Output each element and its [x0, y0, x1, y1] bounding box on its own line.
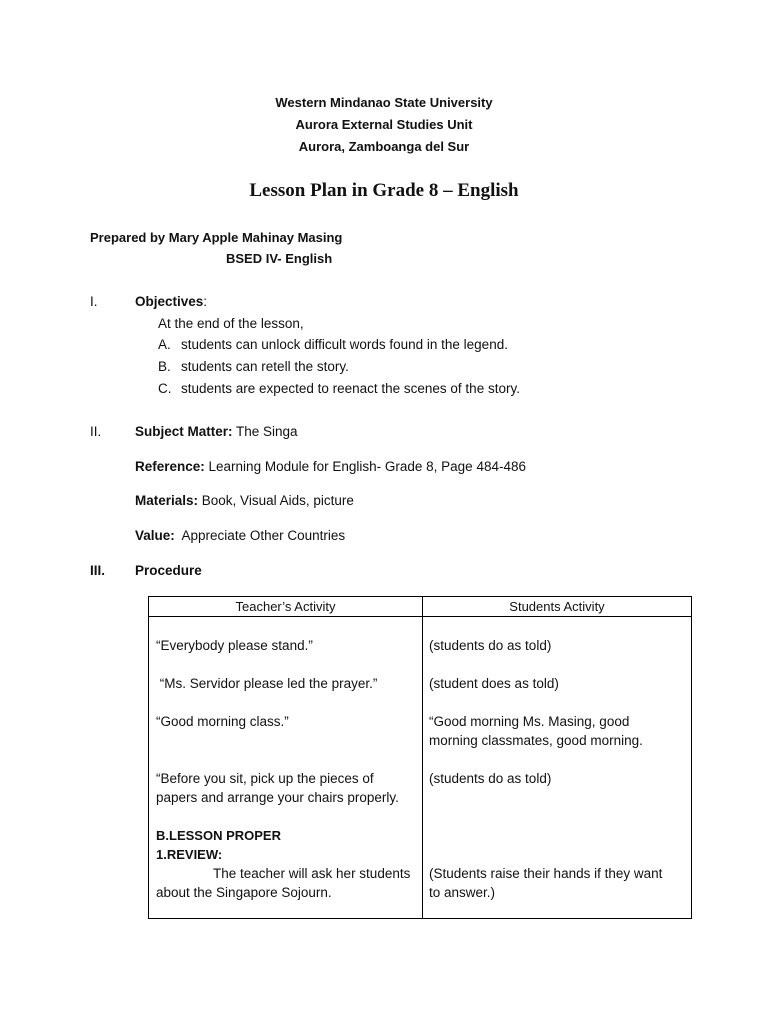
- teacher-activity-cell: [149, 617, 423, 919]
- procedure-table: [148, 596, 692, 919]
- teacher-line: about the Singapore Sojourn.: [156, 885, 332, 900]
- student-line: “Good morning Ms. Masing, good: [429, 714, 630, 729]
- teacher-line: “Before you sit, pick up the pieces of: [156, 771, 374, 786]
- objectives-intro: At the end of the lesson,: [158, 316, 304, 331]
- teacher-activity-header: Teacher’s Activity: [149, 597, 423, 617]
- student-line: morning classmates, good morning.: [429, 733, 643, 748]
- review-heading: 1.REVIEW:: [156, 847, 223, 862]
- objective-text: students can unlock difficult words found in the legend.: [181, 337, 508, 352]
- table-header-row: [149, 597, 692, 617]
- objective-letter: C.: [158, 381, 172, 396]
- objective-letter: A.: [158, 337, 171, 352]
- value-value: Appreciate Other Countries: [174, 528, 346, 543]
- procedure-heading: Procedure: [135, 563, 202, 578]
- reference-label: Reference:: [135, 459, 205, 474]
- reference: [135, 459, 526, 474]
- students-activity-cell: [423, 617, 692, 919]
- subject-numeral: II.: [90, 424, 102, 439]
- table-row: [149, 617, 692, 919]
- value-label: Value:: [135, 528, 175, 543]
- teacher-line: The teacher will ask her students: [213, 866, 411, 881]
- objective-letter: B.: [158, 359, 171, 374]
- teacher-line: “Good morning class.”: [156, 714, 289, 729]
- student-line: (students do as told): [429, 638, 552, 653]
- subject-matter-value: The Singa: [232, 424, 298, 439]
- objective-text: students are expected to reenact the scenes of the story.: [181, 381, 520, 396]
- unit-location: Aurora, Zamboanga del Sur: [298, 139, 470, 154]
- objective-text: students can retell the story.: [181, 359, 349, 374]
- teacher-line: “Everybody please stand.”: [156, 638, 313, 653]
- objectives-heading: [135, 294, 207, 309]
- page-title: Lesson Plan in Grade 8 – English: [249, 180, 519, 201]
- value: [135, 528, 345, 543]
- teacher-line: papers and arrange your chairs properly.: [156, 790, 399, 805]
- student-line: (student does as told): [429, 676, 559, 691]
- student-line: to answer.): [429, 885, 496, 900]
- unit-name: Aurora External Studies Unit: [295, 117, 473, 132]
- teacher-line: “Ms. Servidor please led the prayer.”: [156, 676, 378, 691]
- objectives-label: Objectives: [135, 294, 204, 309]
- student-line: (students do as told): [429, 771, 552, 786]
- subject-matter-label: Subject Matter:: [135, 424, 233, 439]
- student-line: (Students raise their hands if they want: [429, 866, 663, 881]
- course: BSED IV- English: [226, 251, 333, 266]
- reference-value: Learning Module for English- Grade 8, Page 484-486: [204, 459, 526, 474]
- materials-label: Materials:: [135, 493, 199, 508]
- materials: [135, 493, 354, 508]
- subject-matter: [135, 424, 298, 439]
- procedure-numeral: III.: [90, 563, 106, 578]
- objectives-colon: :: [203, 294, 208, 309]
- materials-value: Book, Visual Aids, picture: [198, 493, 354, 508]
- objectives-numeral: I.: [90, 294, 98, 309]
- university-name: Western Mindanao State University: [275, 95, 493, 110]
- lesson-proper-heading: B.LESSON PROPER: [156, 828, 281, 843]
- prepared-by: Prepared by Mary Apple Mahinay Masing: [90, 230, 343, 245]
- students-activity-header: Students Activity: [423, 597, 692, 617]
